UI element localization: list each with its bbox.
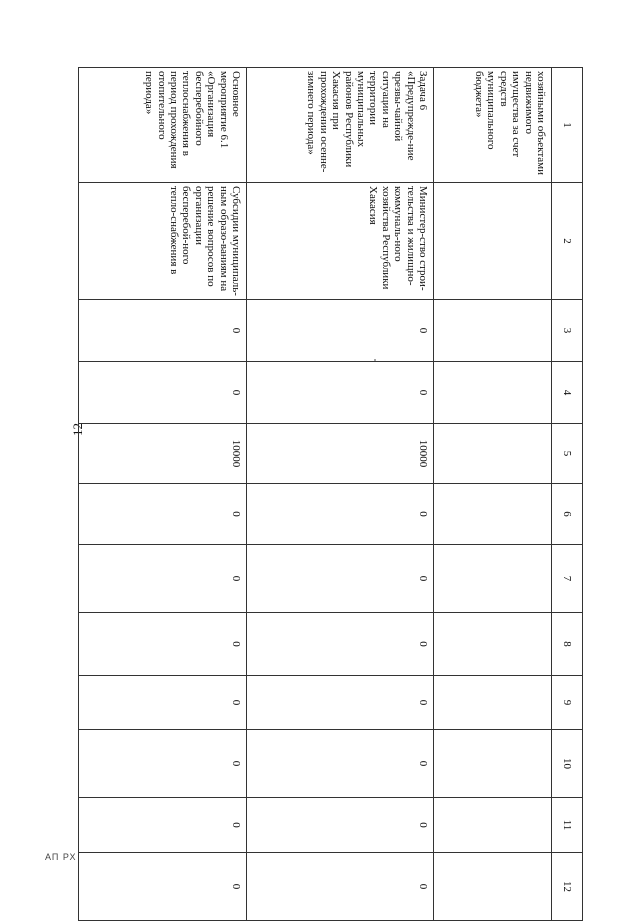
value-cell: 0 <box>247 545 434 613</box>
header-cell: 3 <box>552 300 583 362</box>
header-cell: 12 <box>552 853 583 921</box>
header-cell: 6 <box>552 484 583 545</box>
budget-table <box>78 67 583 921</box>
value-cell: 10000 <box>247 424 434 484</box>
header-cell: 9 <box>552 676 583 730</box>
row-executor-cell <box>434 183 552 300</box>
row-name-cell: Основное мероприятие 6.1 «Организация бесперебойного теплоснабжения в период прохождения отопительного периода» <box>79 68 247 183</box>
header-cell: 5 <box>552 424 583 484</box>
value-cell: 0 <box>79 676 247 730</box>
page-number: 12 <box>70 423 85 436</box>
value-cell: 0 <box>79 730 247 798</box>
budget-table-wrapper <box>93 67 583 892</box>
value-cell: 10000 <box>79 424 247 484</box>
value-cell: 0 <box>247 676 434 730</box>
table-row <box>79 68 247 921</box>
value-cell <box>434 730 552 798</box>
value-cell <box>434 613 552 676</box>
value-cell: 0 <box>79 613 247 676</box>
value-cell <box>434 853 552 921</box>
header-cell: 2 <box>552 183 583 300</box>
value-cell: 0 <box>79 798 247 853</box>
table-row <box>434 68 552 921</box>
value-cell <box>434 300 552 362</box>
value-cell: 0 <box>247 484 434 545</box>
value-cell: 0 <box>247 362 434 424</box>
value-cell: 0 <box>247 798 434 853</box>
value-cell <box>434 545 552 613</box>
header-row <box>552 68 583 921</box>
value-cell: 0 <box>247 613 434 676</box>
value-cell: 0 <box>79 484 247 545</box>
value-cell <box>434 676 552 730</box>
row-executor-cell: Министер-ство строи-тельства и жилищно-коммуналь-ного хозяйства Республики Хакасия <box>247 183 434 300</box>
value-cell: 0 <box>79 300 247 362</box>
row-executor-cell: Субсидии муниципаль-ным образо-ваниям на решение вопросов по организации бесперебой-ного тепло-снабжения в <box>79 183 247 300</box>
row-name-cell: хозяйными объектами недвижимого имущества за счет средств муниципального бюджета» <box>434 68 552 183</box>
value-cell: 0 <box>79 545 247 613</box>
value-cell: 0 <box>247 300 434 362</box>
value-cell: 0 <box>79 362 247 424</box>
value-cell: 0 <box>79 853 247 921</box>
value-cell <box>434 424 552 484</box>
value-cell <box>434 484 552 545</box>
value-cell: 0 <box>247 853 434 921</box>
footer-code: АП РХ <box>45 852 77 862</box>
table-row <box>247 68 434 921</box>
row-name-cell: Задача 6 «Предупрежде-ние чрезвы-чайной ситуации на территории муниципальных районов Республики Хакасия при прохождении осенне-зимнего периода» <box>247 68 434 183</box>
header-cell: 4 <box>552 362 583 424</box>
value-cell: 0 <box>247 730 434 798</box>
header-cell: 8 <box>552 613 583 676</box>
header-cell: 11 <box>552 798 583 853</box>
value-cell <box>434 362 552 424</box>
value-cell <box>434 798 552 853</box>
header-cell: 1 <box>552 68 583 183</box>
header-cell: 7 <box>552 545 583 613</box>
header-cell: 10 <box>552 730 583 798</box>
